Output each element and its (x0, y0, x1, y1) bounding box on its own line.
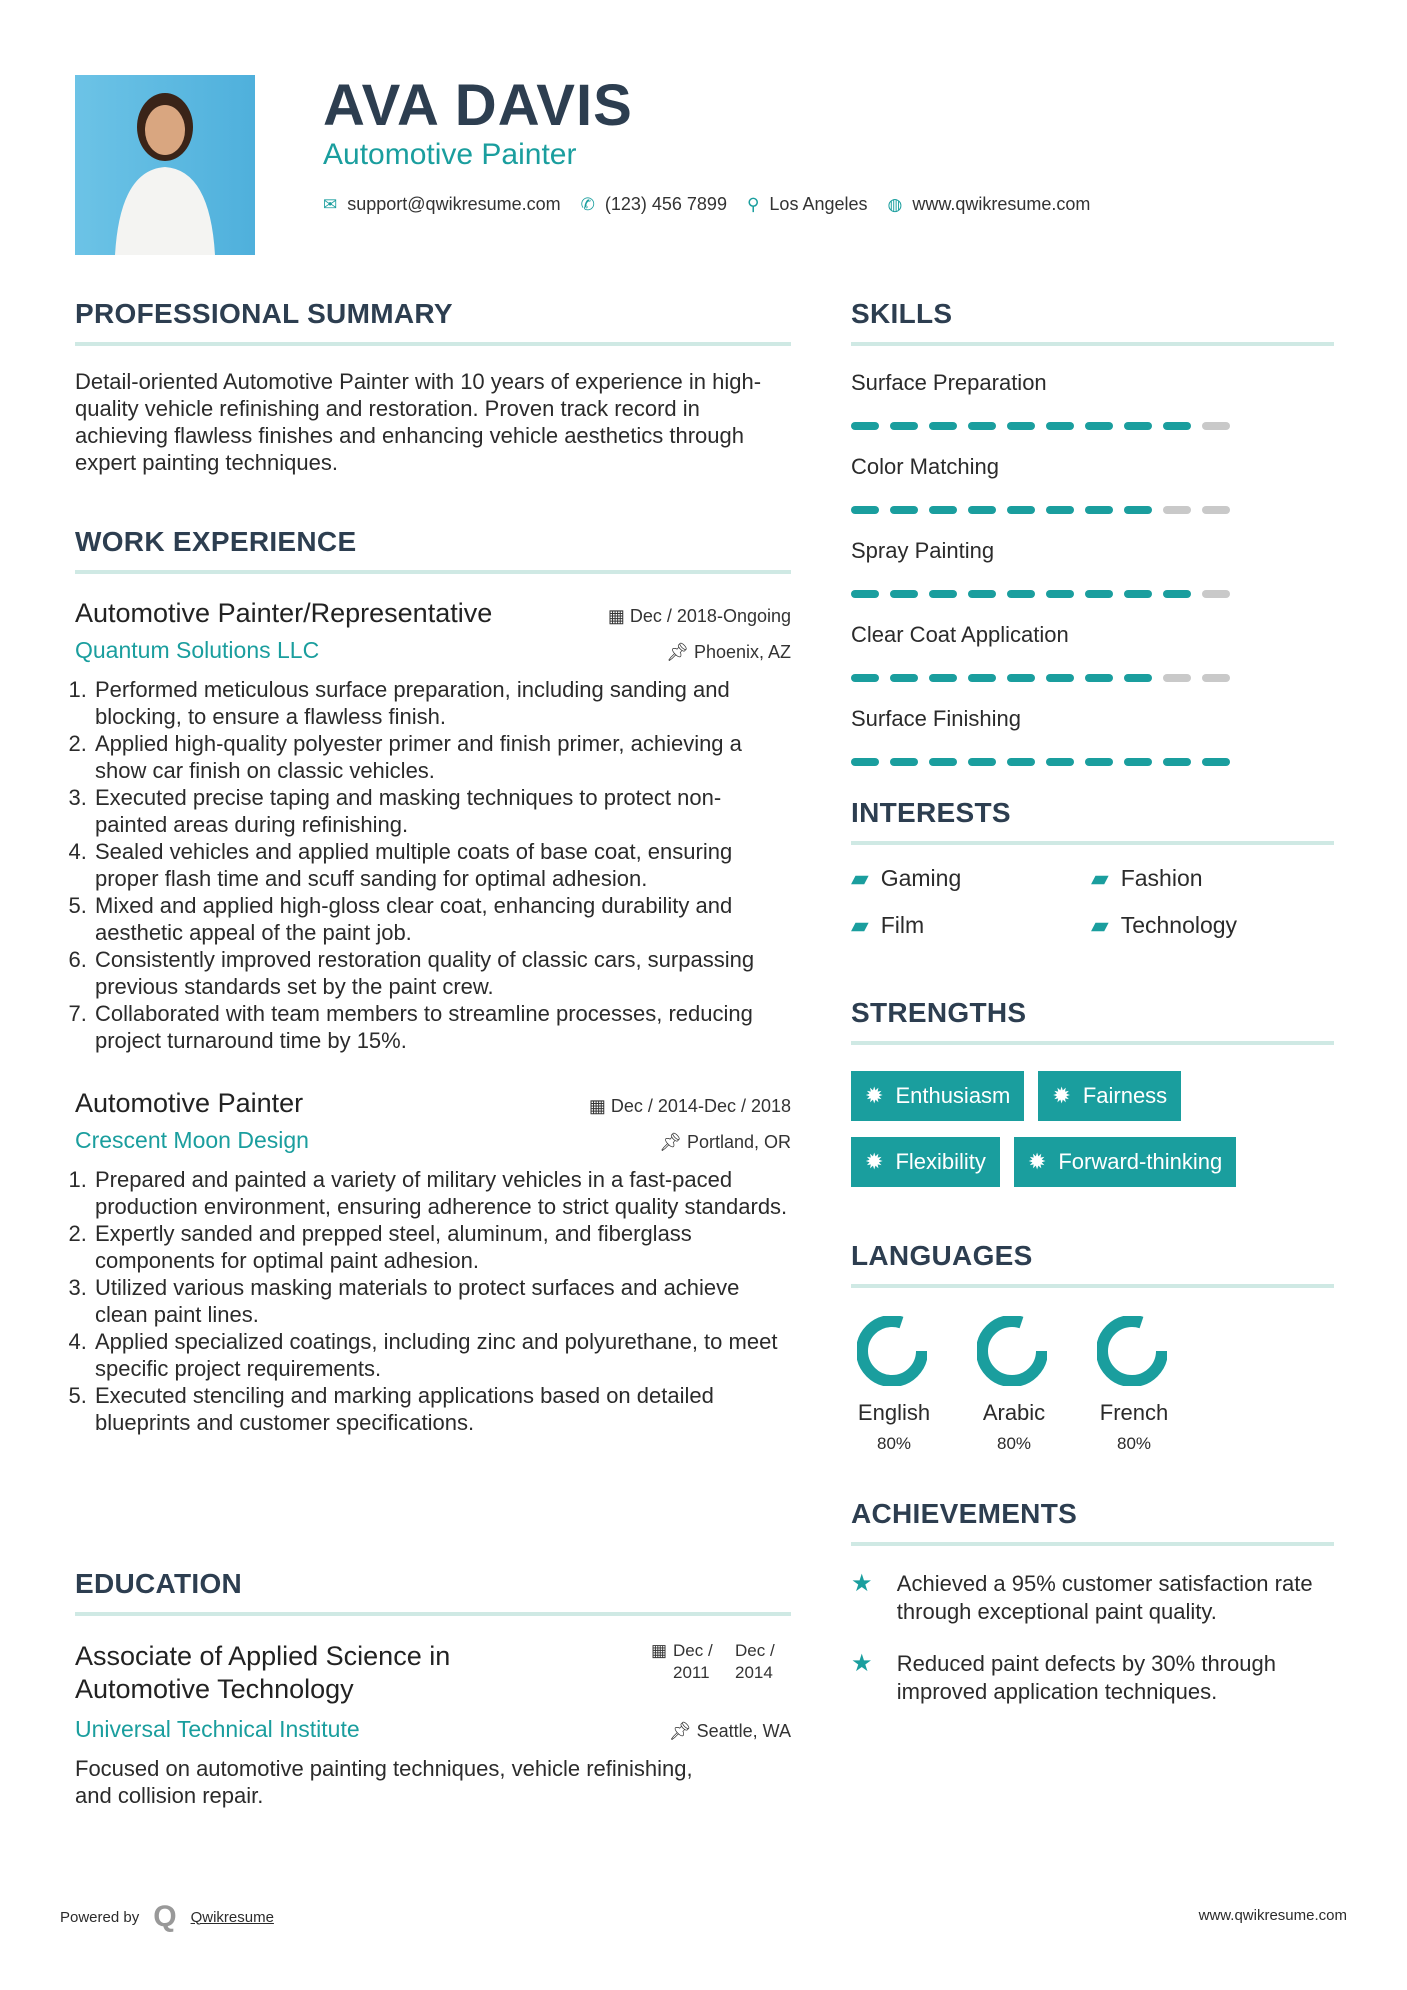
job-bullets (75, 676, 791, 1054)
section-heading: WORK EXPERIENCE (75, 526, 357, 557)
bullet-item: 2. Applied high-quality polyester primer and finish primer, achieving a show car finish on classic vehicles. (93, 730, 791, 784)
job-title: Automotive Painter/Representative (75, 598, 493, 628)
strength-label: Flexibility (895, 1149, 986, 1174)
interest-label: Film (880, 912, 925, 938)
language-percent: 80% (996, 1434, 1032, 1453)
skill-dash-filled (1046, 506, 1074, 514)
skill-dash-filled (929, 422, 957, 430)
language-item (1091, 1316, 1177, 1454)
star-icon: ★ (851, 1650, 873, 1677)
skill-dash-filled (890, 590, 918, 598)
skill-dash-filled (851, 590, 879, 598)
skill-meter (851, 674, 1334, 682)
dates-text: Dec / 2018-Ongoing (629, 606, 791, 626)
language-name: Arabic (982, 1400, 1046, 1425)
language-percent: 80% (1116, 1434, 1152, 1453)
skill-dash-empty (1163, 506, 1191, 514)
calendar-icon: ▦ (607, 606, 630, 626)
skill-dash-filled (1124, 674, 1152, 682)
bullet-item: 5. Executed stenciling and marking applications based on detailed blueprints and customer specifications. (93, 1382, 791, 1436)
summary-section (75, 298, 791, 476)
skill-dash-filled (1046, 674, 1074, 682)
pin-icon: 📌︎ (668, 1721, 697, 1741)
achievement-item (851, 1650, 1334, 1706)
skills-section (851, 298, 1334, 790)
section-heading: INTERESTS (851, 797, 1011, 828)
skill-dash-filled (1124, 758, 1152, 766)
company-name: Crescent Moon Design (75, 1127, 309, 1153)
skill-dash-filled (1046, 422, 1074, 430)
skill-dash-filled (929, 506, 957, 514)
bullet-item: 2. Expertly sanded and prepped steel, aluminum, and fiberglass components for optimal paint adhesion. (93, 1220, 791, 1274)
skill-dash-filled (1007, 422, 1035, 430)
job-entry (75, 598, 791, 1054)
skill-dash-filled (1046, 590, 1074, 598)
pin-icon: 📌︎ (666, 642, 694, 662)
skill-meter (851, 506, 1334, 514)
skill-meter (851, 422, 1334, 430)
skill-meter (851, 590, 1334, 598)
interest-label: Gaming (880, 865, 962, 891)
skill-dash-filled (968, 506, 996, 514)
skill-dash-filled (929, 758, 957, 766)
divider (851, 1284, 1334, 1288)
footer-website[interactable]: www.qwikresume.com (1198, 1907, 1347, 1924)
skill-dash-filled (1085, 422, 1113, 430)
interest-label: Fashion (1120, 865, 1203, 891)
divider (75, 570, 791, 574)
skill-label: Surface Finishing (851, 706, 1021, 731)
divider (75, 1612, 791, 1616)
education-location: 📌︎ Seattle, WA (668, 1721, 791, 1741)
pin-icon: 📌︎ (659, 1132, 687, 1152)
language-name: English (857, 1400, 931, 1425)
interest-item (851, 865, 1091, 892)
skill-label: Color Matching (851, 454, 999, 479)
skill-dash-filled (968, 758, 996, 766)
divider (851, 1041, 1334, 1045)
language-item (971, 1316, 1057, 1454)
language-donut (977, 1316, 1047, 1386)
job-entry (75, 1088, 791, 1436)
language-item (851, 1316, 937, 1454)
skill-dash-filled (890, 506, 918, 514)
badge-icon: ✹ (1052, 1083, 1071, 1108)
bullet-item: 3. Utilized various masking materials to protect surfaces and achieve clean paint lines. (93, 1274, 791, 1328)
website-link[interactable]: www.qwikresume.com (912, 194, 1091, 214)
contact-row (323, 194, 1090, 215)
star-icon: ★ (851, 1570, 873, 1597)
brand-link[interactable]: Qwikresume (190, 1908, 274, 1926)
language-name: French (1099, 1400, 1169, 1425)
skill-dash-filled (851, 674, 879, 682)
book-icon: ▰ (851, 912, 869, 938)
job-subheader (75, 637, 791, 664)
interests-section (851, 797, 1334, 939)
summary-text: Detail-oriented Automotive Painter with 10 years of experience in high-quality vehicle refinishing and restoration. Proven track record in achieving flawless finishes and enhancing vehicle aesthetics through expert painting techniques. (75, 369, 762, 475)
strength-badge (851, 1071, 1024, 1121)
skill-dash-filled (890, 758, 918, 766)
skill-dash-filled (1007, 590, 1035, 598)
strength-badge (1038, 1071, 1181, 1121)
qwikresume-logo-icon: Q (153, 1900, 177, 1933)
skill-meter (851, 758, 1334, 766)
dates-text: Dec / 2014-Dec / 2018 (610, 1096, 791, 1116)
calendar-icon: ▦ (588, 1096, 611, 1116)
section-heading: EDUCATION (75, 1568, 243, 1599)
education-section (75, 1568, 791, 1809)
skill-dash-filled (1124, 590, 1152, 598)
job-bullets (75, 1166, 791, 1436)
skill-dash-filled (1085, 758, 1113, 766)
skill-label: Spray Painting (851, 538, 995, 563)
skill-label: Clear Coat Application (851, 622, 1069, 647)
section-heading: PROFESSIONAL SUMMARY (75, 298, 453, 329)
bullet-item: 5. Mixed and applied high-gloss clear coat, enhancing durability and aesthetic appeal of the paint job. (93, 892, 791, 946)
skill-dash-filled (1085, 590, 1113, 598)
degree-title: Associate of Applied Science in Automotive Technology (75, 1641, 451, 1704)
achievement-text: Achieved a 95% customer satisfaction rate through exceptional paint quality. (896, 1571, 1313, 1624)
skill-dash-filled (890, 674, 918, 682)
job-location (659, 1132, 791, 1153)
skill-dash-filled (968, 674, 996, 682)
phone-text: (123) 456 7899 (604, 194, 727, 214)
book-icon: ▰ (1091, 912, 1109, 938)
location-text: Portland, OR (686, 1132, 791, 1152)
divider (75, 342, 791, 346)
language-donut (857, 1316, 927, 1386)
candidate-title: Automotive Painter (323, 138, 577, 171)
skill-dash-filled (851, 758, 879, 766)
section-heading: LANGUAGES (851, 1240, 1033, 1271)
skill-dash-filled (929, 590, 957, 598)
language-percent: 80% (876, 1434, 912, 1453)
achievement-text: Reduced paint defects by 30% through improved application techniques. (896, 1651, 1276, 1704)
interest-item (1091, 865, 1331, 892)
skill-dash-filled (851, 422, 879, 430)
language-donut (1097, 1316, 1167, 1386)
skill-dash-empty (1202, 422, 1230, 430)
bullet-item: 4. Applied specialized coatings, including zinc and polyurethane, to meet specific project requirements. (93, 1328, 791, 1382)
section-heading: SKILLS (851, 298, 953, 329)
strengths-section (851, 997, 1334, 1187)
email-icon: ✉ (323, 194, 338, 214)
skill-dash-filled (1124, 422, 1152, 430)
skill-dash-filled (1085, 674, 1113, 682)
skill-dash-filled (1163, 758, 1191, 766)
skill-dash-filled (1124, 506, 1152, 514)
skill-dash-filled (929, 674, 957, 682)
book-icon: ▰ (851, 865, 869, 891)
job-dates (608, 606, 791, 627)
divider (851, 1542, 1334, 1546)
bullet-item: 1. Prepared and painted a variety of military vehicles in a fast-paced production environment, ensuring adherence to strict quality standards. (93, 1166, 791, 1220)
skill-dash-empty (1202, 506, 1230, 514)
divider (851, 342, 1334, 346)
job-header (75, 1088, 791, 1119)
job-dates (589, 1096, 791, 1117)
location-pin-icon: ⚲ (746, 194, 760, 214)
skill-dash-filled (890, 422, 918, 430)
skill-dash-empty (1163, 674, 1191, 682)
skill-dash-empty (1202, 674, 1230, 682)
job-location (666, 642, 791, 663)
bullet-item: 3. Executed precise taping and masking techniques to protect non-painted areas during refinishing. (93, 784, 791, 838)
section-heading: ACHIEVEMENTS (851, 1498, 1078, 1529)
job-subheader (75, 1127, 791, 1154)
skill-label: Surface Preparation (851, 370, 1047, 395)
globe-icon: ◍ (887, 194, 903, 214)
badge-icon: ✹ (865, 1149, 884, 1174)
badge-icon: ✹ (865, 1083, 884, 1108)
interest-label: Technology (1120, 912, 1238, 938)
school-name: Universal Technical Institute (75, 1716, 360, 1742)
skill-dash-filled (1007, 506, 1035, 514)
profile-photo (75, 75, 255, 255)
bullet-item: 7. Collaborated with team members to streamline processes, reducing project turnaround time by 15%. (93, 1000, 791, 1054)
skill-dash-filled (851, 506, 879, 514)
skill-dash-filled (1163, 590, 1191, 598)
skill-dash-filled (1202, 758, 1230, 766)
strength-badge (1014, 1137, 1236, 1187)
bullet-item: 4. Sealed vehicles and applied multiple coats of base coat, ensuring proper flash time and scuff sanding for optimal adhesion. (93, 838, 791, 892)
calendar-icon: ▦ (650, 1641, 667, 1660)
skill-dash-filled (1007, 758, 1035, 766)
company-name: Quantum Solutions LLC (75, 637, 320, 663)
divider (851, 841, 1334, 845)
education-dates: ▦ Dec / 2011 Dec / 2014 (650, 1641, 775, 1682)
location-text: Los Angeles (769, 194, 868, 214)
skill-dash-empty (1202, 590, 1230, 598)
strength-label: Fairness (1082, 1083, 1168, 1108)
location-text: Phoenix, AZ (693, 642, 791, 662)
skill-dash-filled (1163, 422, 1191, 430)
badge-icon: ✹ (1027, 1149, 1047, 1174)
footer-powered (60, 1900, 274, 1934)
strength-label: Enthusiasm (895, 1083, 1011, 1108)
skill-dash-filled (1085, 506, 1113, 514)
candidate-name: AVA DAVIS (323, 73, 633, 138)
bullet-item: 1. Performed meticulous surface preparation, including sanding and blocking, to ensure a flawless finish. (93, 676, 791, 730)
job-title: Automotive Painter (75, 1088, 304, 1118)
achievement-item (851, 1570, 1334, 1626)
skill-dash-filled (968, 590, 996, 598)
interest-item (851, 912, 1091, 939)
languages-section (851, 1240, 1334, 1454)
section-heading: STRENGTHS (851, 997, 1027, 1028)
education-description: Focused on automotive painting techniques, vehicle refinishing, and collision repair. (75, 1756, 693, 1808)
phone-icon: ✆ (580, 194, 595, 214)
achievements-section (851, 1498, 1334, 1706)
experience-section (75, 526, 791, 1436)
interest-item (1091, 912, 1331, 939)
bullet-item: 6. Consistently improved restoration quality of classic cars, surpassing previous standards set by the paint crew. (93, 946, 791, 1000)
skill-dash-filled (1007, 674, 1035, 682)
strength-badge (851, 1137, 1000, 1187)
skill-dash-filled (1046, 758, 1074, 766)
powered-by-text: Powered by (60, 1908, 140, 1926)
email-link[interactable]: support@qwikresume.com (347, 194, 561, 214)
skill-dash-filled (968, 422, 996, 430)
job-header (75, 598, 791, 629)
book-icon: ▰ (1091, 865, 1109, 891)
strength-label: Forward-thinking (1058, 1149, 1223, 1174)
